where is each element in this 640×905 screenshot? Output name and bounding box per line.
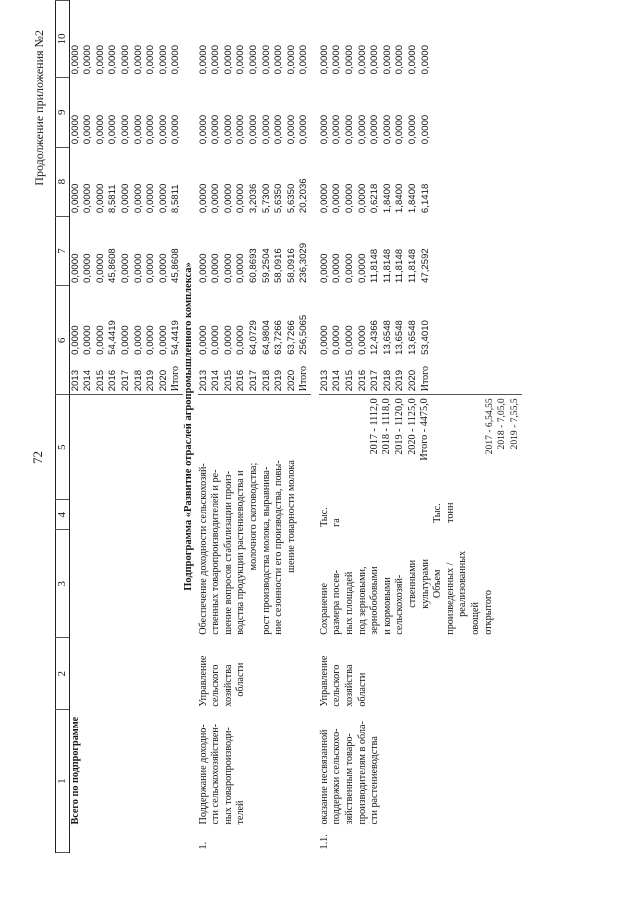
col-number-3: 3: [56, 530, 70, 638]
year-list: 2013 2014 2015 2016 2017 2018 2019 2020 Итого: [319, 358, 522, 395]
col-number-5: 5: [56, 395, 70, 500]
col-number-8: 8: [56, 147, 70, 216]
values-col8: 0,0000 0,0000 0,0000 8,5811 0,0000 0,0000 0,0000 0,0000 8,5811: [69, 183, 182, 214]
col-number-4: 4: [56, 500, 70, 530]
col-number-9: 9: [56, 77, 70, 147]
col-number-6: 6: [56, 286, 70, 395]
measure-name: оказание несвязанной поддержки сельскохо- зяйственным товаро- производителям в обла- сти растениеводства: [318, 721, 381, 825]
year-list: 2013 2014 2015 2016 2017 2018 2019 2020 Итого: [69, 358, 183, 395]
budget-table: [55, 0, 522, 853]
indicator-name: Сохранение размера посев- ных площадей под зерновыми, зернобобовыми и кормовыми сельскохозяй- ственными культурами Объем произведенных / реализованных овощей открытого: [318, 550, 494, 635]
values-col9: 0,0000 0,0000 0,0000 0,0000 0,0000 0,0000 0,0000 0,0000 0,0000: [69, 114, 182, 145]
total-label: Всего по подпрограмме: [69, 716, 81, 825]
measure-name: Поддержание доходно- сти сельскохозяйствен- ных товаропроизводи- телей: [197, 723, 247, 825]
appendix-label: Продолжение приложения №2: [32, 30, 46, 186]
values-col10: 0,0000 0,0000 0,0000 0,0000 0,0000 0,0000 0,0000 0,0000 0,0000: [69, 45, 182, 75]
executor: Управление сельского хозяйства области: [197, 655, 247, 707]
col-number-10: 10: [56, 1, 70, 78]
values-col9: 0,0000 0,0000 0,0000 0,0000 0,0000 0,0000 0,0000 0,0000 0,0000: [197, 114, 310, 145]
indicator-targets: 2017 - 1112,0 2018 - 1118,0 2019 - 1120,0 2020 - 1125,0 Итого - 4475,0 2017 - 6,54,55 2018 - 7,05,0 2019 - 7,55,5: [368, 398, 521, 461]
table-row-1: [198, 1, 311, 853]
values-col7: 0,0000 0,0000 0,0000 45,8608 0,0000 0,0000 0,0000 0,0000 45,8608: [69, 248, 182, 283]
values-col8: 0,0000 0,0000 0,0000 0,0000 0,6218 1,8400 1,8400 1,8400 6,1418: [318, 183, 431, 214]
values-col10: 0,0000 0,0000 0,0000 0,0000 0,0000 0,0000 0,0000 0,0000 0,0000: [197, 45, 310, 75]
subprogram-title: Подпрограмма «Развитие отраслей агропромышленного комплекса»: [182, 262, 194, 591]
table-row-1-1: [319, 1, 522, 853]
col-number-1: 1: [56, 710, 70, 853]
values-col7: 0,0000 0,0000 0,0000 0,0000 60,8693 59,2504 58,0916 58,0916 236,3029: [197, 242, 310, 283]
row-number: 1.: [197, 841, 209, 850]
col-number-2: 2: [56, 638, 70, 710]
table-row-total: [69, 1, 183, 853]
row-number: 1.1.: [318, 834, 330, 850]
year-list: 2013 2014 2015 2016 2017 2018 2019 2020 Итого: [198, 358, 311, 395]
executor: Управление сельского хозяйства области: [318, 655, 368, 707]
values-col9: 0,0000 0,0000 0,0000 0,0000 0,0000 0,0000 0,0000 0,0000 0,0000: [318, 114, 431, 145]
measure-goal: Обеспечение доходности сельскохозяй- ственных товаропроизводителей и ре- шение вопросов стабилизации произ- водства продукции растениеводства и молочного скотоводства; рост производства молока, выравнива- ние сезонности его производства, повы- шение товарности молока: [197, 460, 297, 635]
values-col7: 0,0000 0,0000 0,0000 0,0000 11,8148 11,8148 11,8148 11,8148 47,2592: [318, 248, 431, 283]
values-col8: 0,0000 0,0000 0,0000 0,0000 3,2036 5,7300 5,6350 5,6350 20,2036: [197, 178, 310, 214]
indicator-unit: Тыс. га Тыс. тонн: [318, 502, 456, 527]
values-col10: 0,0000 0,0000 0,0000 0,0000 0,0000 0,0000 0,0000 0,0000 0,0000: [318, 45, 431, 75]
col-number-7: 7: [56, 216, 70, 286]
column-number-row: [56, 1, 70, 853]
values-col6: 0,0000 0,0000 0,0000 54,4419 0,0000 0,0000 0,0000 0,0000 54,4419: [69, 320, 182, 355]
values-col6: 0,0000 0,0000 0,0000 0,0000 12,4366 13,6548 13,6548 13,6548 53,4010: [318, 320, 431, 355]
subprogram-heading-row: [183, 1, 198, 853]
page-number: 72: [30, 451, 45, 464]
values-col6: 0,0000 0,0000 0,0000 0,0000 64,0729 64,9804 63,7266 63,7266 256,5065: [197, 314, 310, 355]
